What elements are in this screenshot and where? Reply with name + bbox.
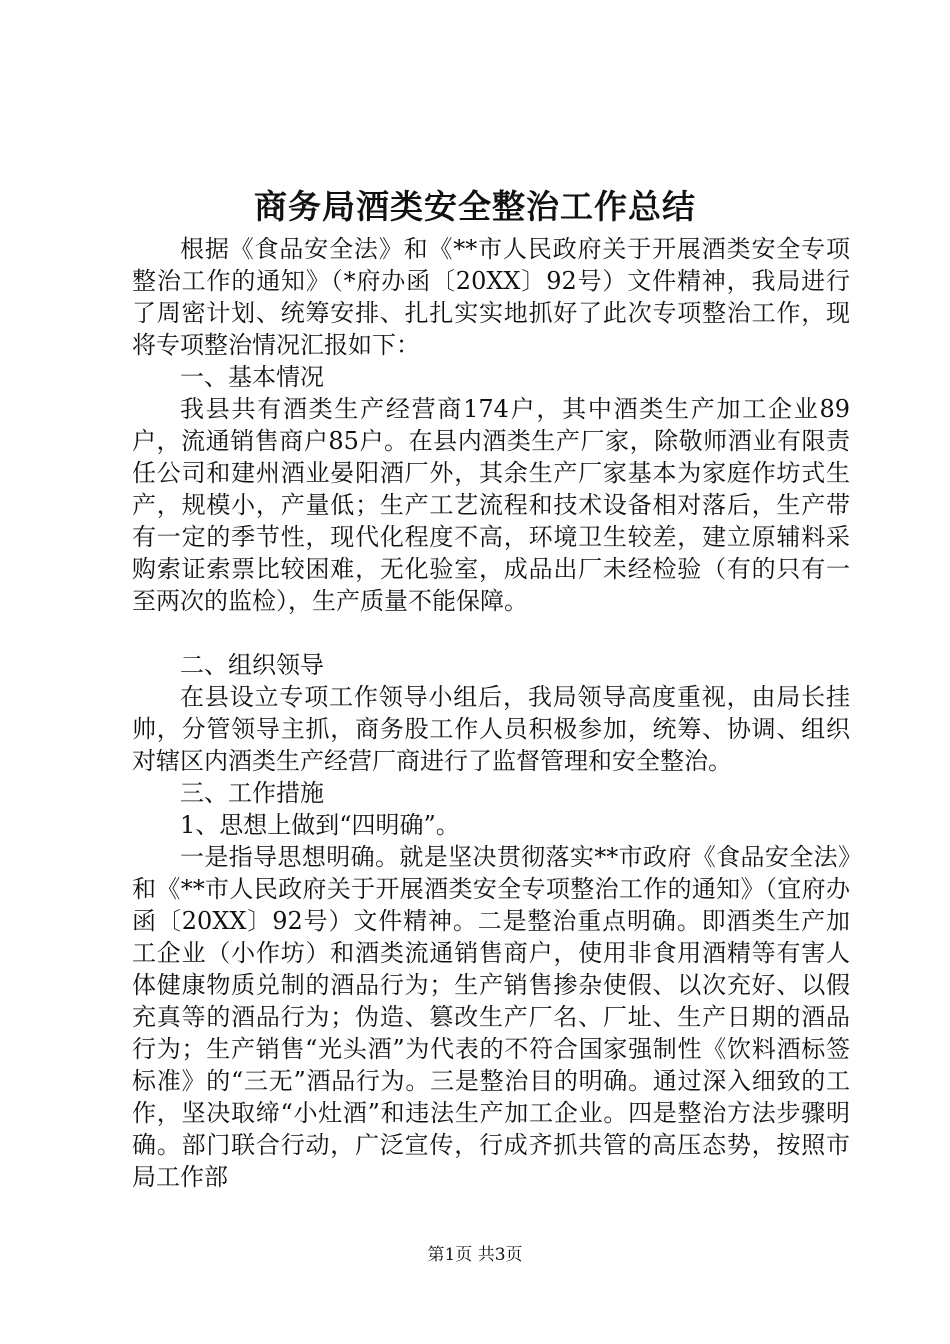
paragraph-spacer [132, 617, 850, 649]
page-footer: 第1页 共3页 [427, 1245, 523, 1265]
basic-situation-paragraph: 我县共有酒类生产经营商174户，其中酒类生产加工企业89户，流通销售商户85户。在县内酒类生产厂家，除敬师酒业有限责任公司和建州酒业晏阳酒厂外，其余生产厂家基本为家庭作坊式生产，规模小，产量低；生产工艺流程和技术设备相对落后，生产带有一定的季节性，现代化程度不高，环境卫生较差，建立原辅料采购索证索票比较困难，无化验室，成品出厂未经检验（有的只有一至两次的监检），生产质量不能保障。 [132, 395, 850, 615]
measures-paragraph: 一是指导思想明确。就是坚决贯彻落实**市政府《食品安全法》和《**市人民政府关于开展酒类安全专项整治工作的通知》（宜府办函〔20XX〕92号）文件精神。二是整治重点明确。即酒类生产加工企业（小作坊）和酒类流通销售商户，使用非食用酒精等有害人体健康物质兑制的酒品行为；生产销售掺杂使假、以次充好、以假充真等的酒品行为；伪造、篡改生产厂名、厂址、生产日期的酒品行为；生产销售“光头酒”为代表的不符合国家强制性《饮料酒标签标准》的“三无”酒品行为。三是整治目的明确。通过深入细致的工作，坚决取缔“小灶酒”和违法生产加工企业。四是整治方法步骤明确。部门联合行动，广泛宣传，行成齐抓共管的高压态势，按照市局工作部 [132, 843, 850, 1191]
intro-paragraph: 根据《食品安全法》和《**市人民政府关于开展酒类安全专项整治工作的通知》（*府办函〔20XX〕92号）文件精神，我局进行了周密计划、统筹安排、扎扎实实地抓好了此次专项整治工作，现将专项整治情况汇报如下： [132, 235, 850, 359]
section-heading-organization: 二、组织领导 [180, 651, 324, 679]
section-heading-basic-situation: 一、基本情况 [180, 363, 324, 391]
document-body [132, 233, 850, 1193]
document-title: 商务局酒类安全整治工作总结 [254, 187, 696, 226]
section-heading-measures: 三、工作措施 [180, 779, 324, 807]
organization-paragraph: 在县设立专项工作领导小组后，我局领导高度重视，由局长挂帅，分管领导主抓，商务股工作人员积极参加，统筹、协调、组织对辖区内酒类生产经营厂商进行了监督管理和安全整治。 [132, 683, 850, 775]
measures-subheading: 1、思想上做到“四明确”。 [180, 811, 460, 839]
